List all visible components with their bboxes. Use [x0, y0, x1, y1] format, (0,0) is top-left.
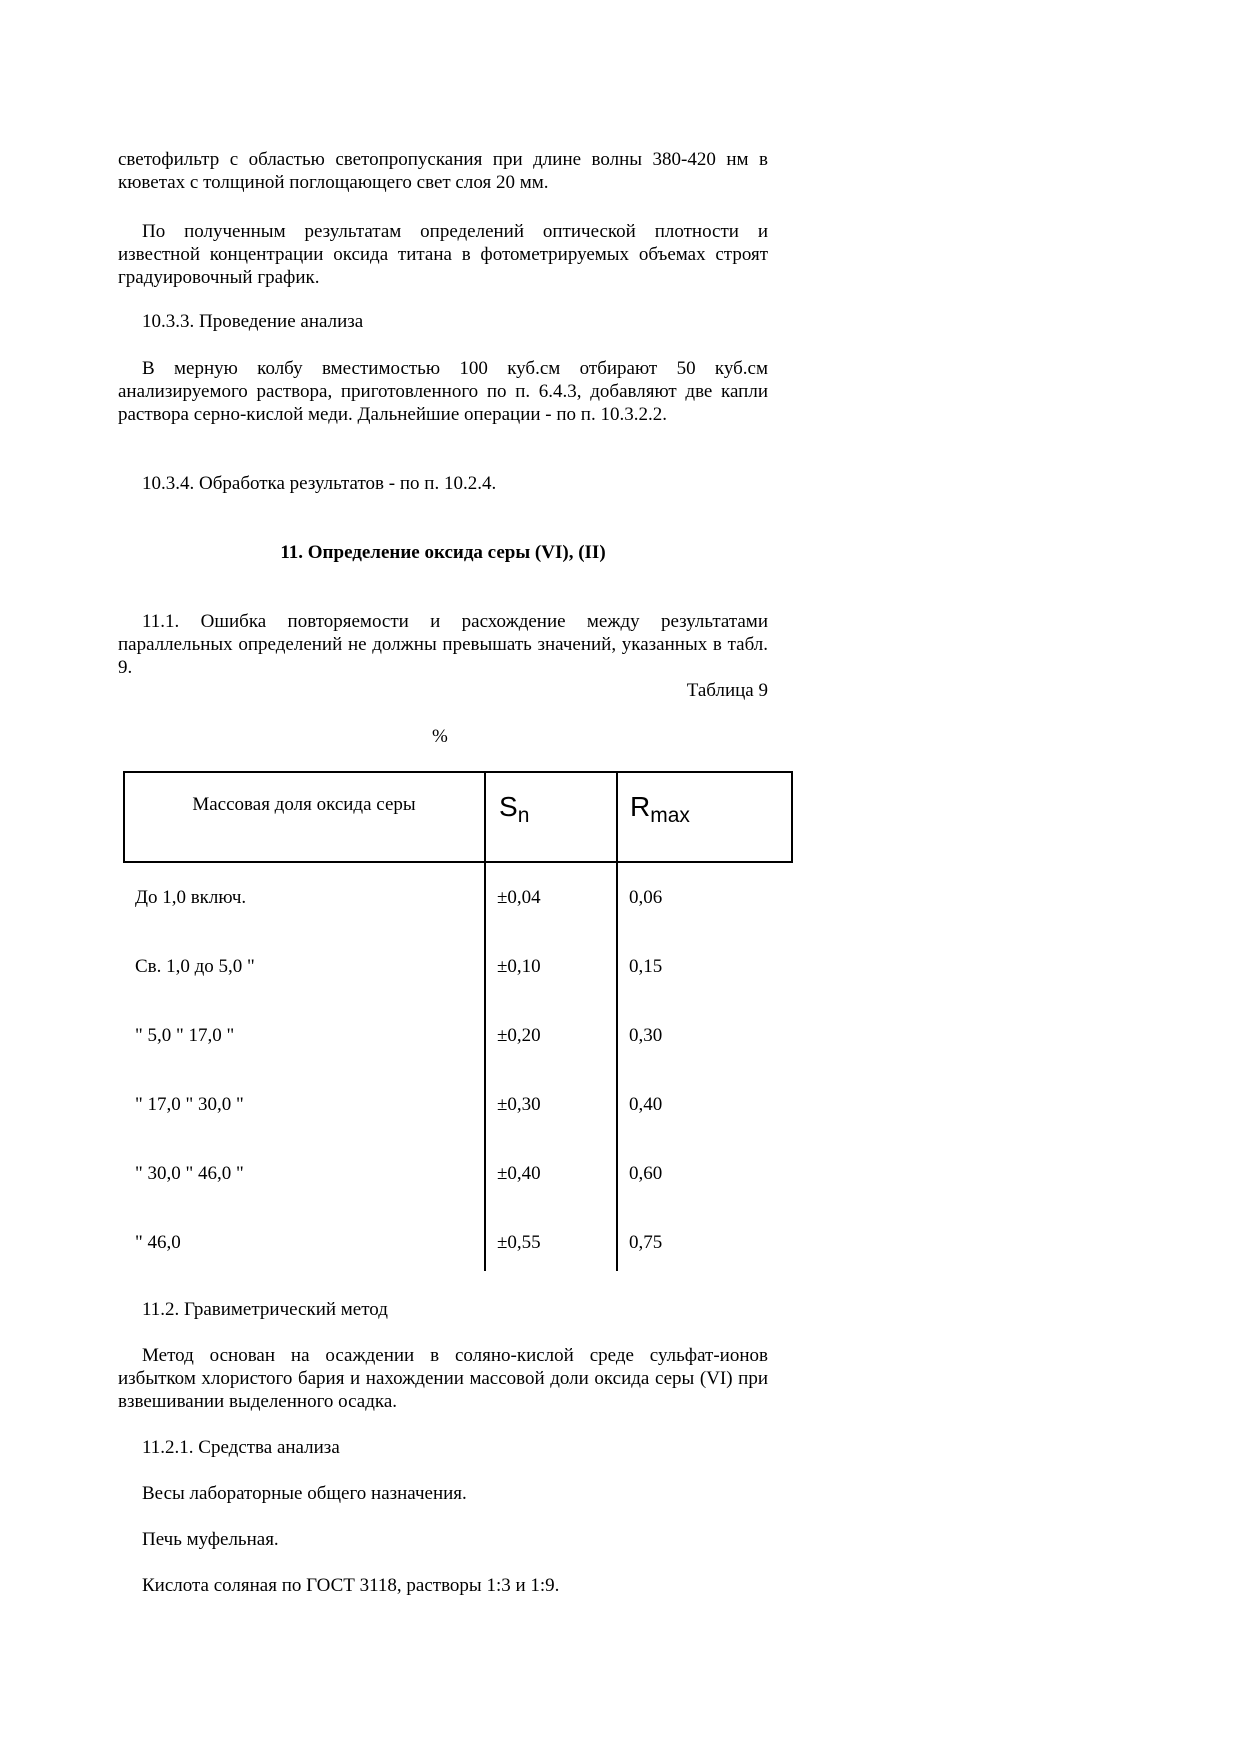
table-unit: % [432, 726, 448, 747]
table-caption: Таблица 9 [686, 680, 768, 701]
row-3-range: " 5,0 " 17,0 " [135, 1025, 235, 1046]
row-4-range: " 17,0 " 30,0 " [135, 1094, 244, 1115]
header-sn: $S_n$ [499, 791, 530, 827]
column-divider-2 [616, 771, 618, 1271]
paragraph-furnace: Печь муфельная. [142, 1529, 279, 1550]
row-1-sn: ±0,04 [497, 887, 541, 908]
section-title: 11. Определение оксида серы (VI), (II) [280, 542, 606, 563]
column-divider-1 [484, 771, 486, 1271]
row-2-rmax: 0,15 [629, 956, 663, 977]
row-3-sn: ±0,20 [497, 1025, 541, 1046]
row-1-range: До 1,0 включ. [135, 887, 247, 908]
row-2-sn: ±0,10 [497, 956, 541, 977]
table-header-frame [123, 771, 793, 863]
paragraph-method: Метод основан на осаждении в соляно-кислой среде сульфат-ионов избытком хлористого бария и нахождении массовой доли оксида серы (VI) при взвешивании выделенного осадка. [118, 1345, 768, 1412]
row-5-rmax: 0,60 [629, 1163, 663, 1184]
row-4-rmax: 0,40 [629, 1094, 663, 1115]
paragraph-scales: Весы лабораторные общего назначения. [142, 1483, 467, 1504]
paragraph-10-3-4: 10.3.4. Обработка результатов - по п. 10.2.4. [142, 473, 497, 494]
heading-11-2: 11.2. Гравиметрический метод [142, 1299, 388, 1320]
heading-10-3-3: 10.3.3. Проведение анализа [142, 311, 364, 332]
header-rmax: $R_{max}$ [630, 791, 690, 827]
paragraph-analysis: В мерную колбу вместимостью 100 куб.см отбирают 50 куб.см анализируемого раствора, приготовленного по п. 6.4.3, добавляют две капли раствора серно-кислой меди. Дальнейшие операции - по п. 10.3.2.2. [118, 358, 768, 425]
row-2-range: Св. 1,0 до 5,0 " [135, 956, 255, 977]
row-4-sn: ±0,30 [497, 1094, 541, 1115]
paragraph-filter: светофильтр с областью светопропускания при длине волны 380-420 нм в кюветах с толщиной поглощающего свет слоя 20 мм. [118, 149, 768, 193]
row-6-rmax: 0,75 [629, 1232, 663, 1253]
row-6-range: " 46,0 [135, 1232, 181, 1253]
paragraph-acid: Кислота соляная по ГОСТ 3118, растворы 1:3 и 1:9. [142, 1575, 560, 1596]
heading-11-2-1: 11.2.1. Средства анализа [142, 1437, 340, 1458]
row-1-rmax: 0,06 [629, 887, 663, 908]
row-5-range: " 30,0 " 46,0 " [135, 1163, 244, 1184]
paragraph-11-1: 11.1. Ошибка повторяемости и расхождение между результатами параллельных определений не должны превышать значений, указанных в табл. 9. [118, 611, 768, 678]
paragraph-calibration: По полученным результатам определений оптической плотности и известной концентрации оксида титана в фотометрируемых объемах строят градуировочный график. [118, 221, 768, 288]
row-5-sn: ±0,40 [497, 1163, 541, 1184]
row-3-rmax: 0,30 [629, 1025, 663, 1046]
header-mass-fraction: Массовая доля оксида серы [192, 794, 416, 815]
row-6-sn: ±0,55 [497, 1232, 541, 1253]
